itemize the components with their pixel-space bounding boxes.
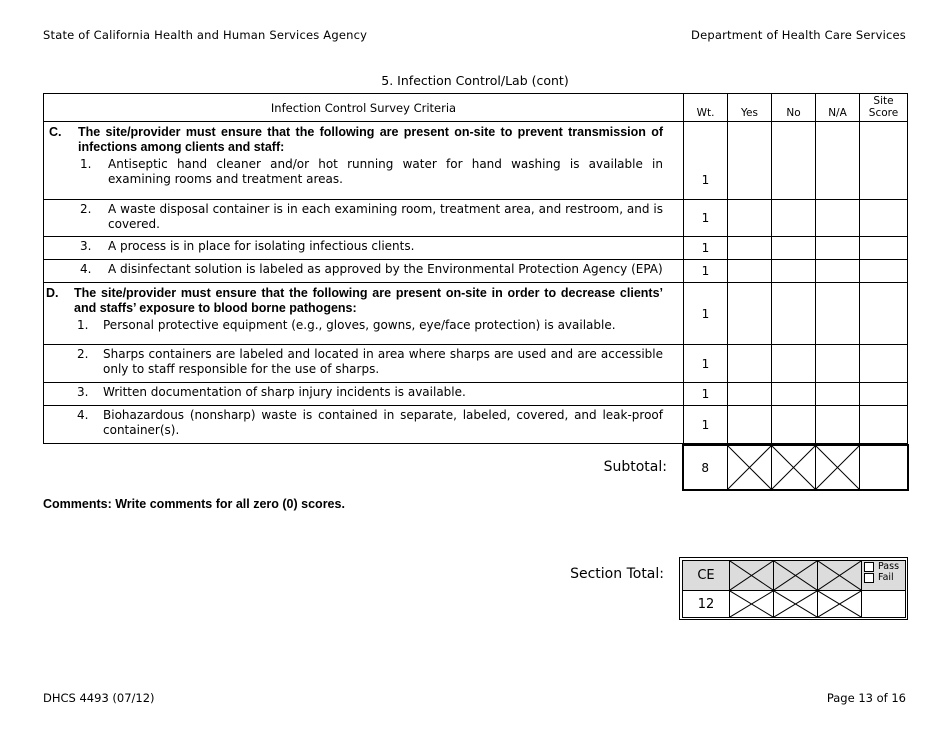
no-column-header: No [772,94,816,122]
no-cell[interactable] [772,406,816,444]
yes-cell[interactable] [728,283,772,345]
pass-checkbox[interactable] [864,562,874,572]
block-text: The site/provider must ensure that the following are present on-site to prevent transmission of infections among clients and staff: [78,125,663,154]
item-text: Personal protective equipment (e.g., gloves, gowns, eye/face protection) is available. [103,318,616,332]
no-cell[interactable] [772,122,816,200]
subtotal-row [682,444,909,491]
no-cell[interactable] [772,237,816,260]
page-number: Page 13 of 16 [826,691,906,705]
section-total-label: Section Total: [570,566,664,582]
no-cell[interactable] [772,345,816,383]
criteria-row-d4 [44,406,684,444]
no-cell[interactable] [772,200,816,237]
subtotal-label: Subtotal: [603,459,667,475]
site-score-column-header: Site Score [860,94,908,122]
wt-cell: 1 [684,122,728,200]
na-cell[interactable] [816,237,860,260]
section-total-score-cell[interactable] [862,591,906,618]
item-number: 2. [80,202,92,216]
criteria-row-d3 [44,383,684,406]
list-item [44,260,683,279]
criteria-table [43,93,908,444]
item-text: A waste disposal container is in each examining room, treatment area, and restroom, and is covered. [108,202,663,231]
no-cell[interactable] [772,283,816,345]
crossed-out-cell [815,445,859,490]
section-total-box [679,557,908,620]
criteria-row-c4 [44,260,684,283]
list-item [44,345,683,379]
site-score-cell[interactable] [860,260,908,283]
na-column-header: N/A [816,94,860,122]
na-cell[interactable] [816,260,860,283]
item-number: 1. [80,157,92,171]
block-c-title [44,122,683,155]
pass-fail-options [862,561,906,591]
criteria-row-c1 [44,122,684,200]
section-code: CE [683,561,730,591]
yes-cell[interactable] [728,260,772,283]
wt-cell: 1 [684,383,728,406]
criteria-row-d1 [44,283,684,345]
wt-cell: 1 [684,283,728,345]
pass-label: Pass [878,561,900,572]
fail-checkbox[interactable] [864,573,874,583]
item-number: 4. [80,262,92,276]
criteria-row-c2 [44,200,684,237]
block-text: The site/provider must ensure that the following are present on-site in order to decrease clients’ and staffs’ exposure to blood borne pathogens: [74,286,663,315]
crossed-out-cell [818,561,862,591]
department-name: Department of Health Care Services [691,28,906,42]
yes-cell[interactable] [728,200,772,237]
crossed-out-cell [818,591,862,618]
item-number: 1. [77,318,89,332]
wt-column-header: Wt. [684,94,728,122]
site-score-cell[interactable] [860,383,908,406]
block-d-title [44,283,683,316]
list-item [44,155,683,189]
wt-cell: 1 [684,406,728,444]
item-number: 2. [77,347,89,361]
crossed-out-cell [727,445,771,490]
yes-cell[interactable] [728,345,772,383]
crossed-out-cell [730,561,774,591]
agency-name: State of California Health and Human Services Agency [43,28,368,42]
form-number: DHCS 4493 (07/12) [43,691,155,705]
site-score-cell[interactable] [860,283,908,345]
list-item [44,237,683,256]
site-score-cell[interactable] [860,406,908,444]
criteria-row-c3 [44,237,684,260]
site-score-cell[interactable] [860,200,908,237]
section-total-table [682,560,906,618]
comments-instruction: Comments: Write comments for all zero (0) scores. [43,497,345,511]
yes-cell[interactable] [728,383,772,406]
section-total-value: 12 [683,591,730,618]
na-cell[interactable] [816,200,860,237]
block-letter: C. [49,125,62,139]
na-cell[interactable] [816,283,860,345]
na-cell[interactable] [816,406,860,444]
item-text: Written documentation of sharp injury incidents is available. [103,385,466,399]
item-number: 4. [77,408,89,422]
item-text: Sharps containers are labeled and located in area where sharps are used and are accessible only to staff responsible for the use of sharps. [103,347,663,376]
item-text: Biohazardous (nonsharp) waste is contained in separate, labeled, covered, and leak-proof container(s). [103,408,663,437]
item-text: A disinfectant solution is labeled as approved by the Environmental Protection Agency (EPA) [108,262,663,276]
item-number: 3. [77,385,89,399]
criteria-row-d2 [44,345,684,383]
site-score-cell[interactable] [860,345,908,383]
na-cell[interactable] [816,122,860,200]
list-item [44,316,683,335]
criteria-column-header: Infection Control Survey Criteria [44,94,684,122]
list-item [44,383,683,402]
yes-cell[interactable] [728,406,772,444]
section-title: 5. Infection Control/Lab (cont) [381,73,569,88]
na-cell[interactable] [816,345,860,383]
site-score-cell[interactable] [860,237,908,260]
fail-option[interactable] [864,572,905,583]
crossed-out-cell [730,591,774,618]
na-cell[interactable] [816,383,860,406]
pass-option[interactable] [864,561,905,572]
wt-cell: 1 [684,237,728,260]
list-item [44,200,683,234]
block-letter: D. [46,286,59,300]
wt-cell: 1 [684,260,728,283]
subtotal-site-score-cell[interactable] [859,445,908,490]
site-score-cell[interactable] [860,122,908,200]
crossed-out-cell [774,561,818,591]
yes-cell[interactable] [728,237,772,260]
item-text: Antiseptic hand cleaner and/or hot running water for hand washing is available in examining rooms and treatment areas. [108,157,663,186]
item-text: A process is in place for isolating infectious clients. [108,239,415,253]
list-item [44,406,683,440]
no-cell[interactable] [772,260,816,283]
yes-column-header: Yes [728,94,772,122]
crossed-out-cell [771,445,815,490]
crossed-out-cell [774,591,818,618]
item-number: 3. [80,239,92,253]
yes-cell[interactable] [728,122,772,200]
fail-label: Fail [878,572,894,583]
subtotal-wt: 8 [683,445,727,490]
wt-cell: 1 [684,200,728,237]
wt-cell: 1 [684,345,728,383]
no-cell[interactable] [772,383,816,406]
